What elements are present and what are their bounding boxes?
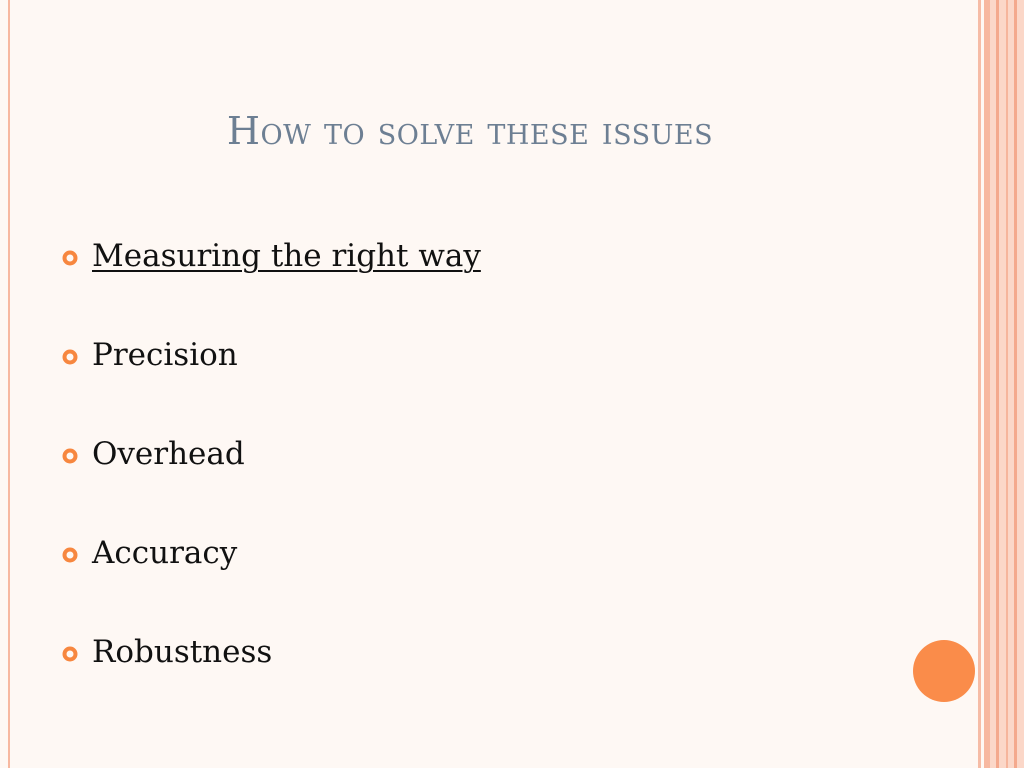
orange-circle-decoration xyxy=(913,640,975,702)
bullet-list xyxy=(62,232,481,727)
ring-bullet-icon xyxy=(62,646,78,662)
bullet-label: Precision xyxy=(92,337,238,373)
ring-bullet-icon xyxy=(62,547,78,563)
right-decor-stripe xyxy=(984,0,990,768)
bullet-item xyxy=(62,628,481,727)
bullet-item xyxy=(62,430,481,529)
bullet-label: Overhead xyxy=(92,436,245,472)
bullet-link-label[interactable]: Measuring the right way xyxy=(92,238,481,274)
ring-bullet-icon xyxy=(62,448,78,464)
ring-bullet-icon xyxy=(62,349,78,365)
bullet-label: Accuracy xyxy=(92,535,238,571)
right-decor-stripe xyxy=(978,0,981,768)
ring-bullet-icon xyxy=(62,250,78,266)
right-decor-stripe xyxy=(1014,0,1017,768)
right-decor-stripe xyxy=(996,0,999,768)
bullet-item[interactable] xyxy=(62,232,481,331)
bullet-label: Robustness xyxy=(92,634,273,670)
right-decor-stripe xyxy=(1006,0,1008,768)
bullet-item xyxy=(62,331,481,430)
slide-title: How to solve these issues xyxy=(226,109,714,153)
bullet-item xyxy=(62,529,481,628)
